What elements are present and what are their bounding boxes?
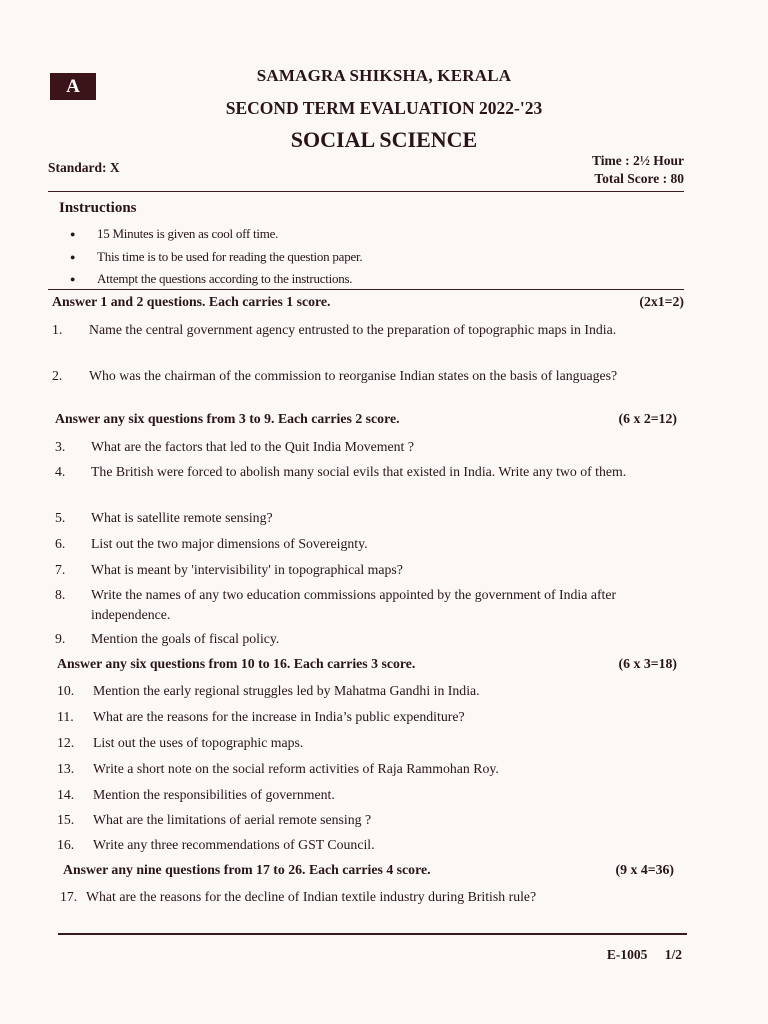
question-item	[52, 366, 686, 406]
question-text: What are the reasons for the decline of Indian textile industry during British rule?	[86, 889, 537, 904]
instruction-item: ● 15 Minutes is given as cool off time.	[70, 223, 362, 246]
question-text: What is satellite remote sensing?	[91, 510, 273, 525]
question-number: 1.	[52, 322, 63, 337]
section-heading	[57, 656, 677, 672]
question-item	[52, 320, 686, 360]
set-badge: A	[50, 73, 96, 100]
question-text: List out the uses of topographic maps.	[93, 735, 304, 750]
question-text: Mention the goals of fiscal policy.	[91, 631, 280, 646]
question-number: 10.	[57, 683, 75, 698]
page-number: 1/2	[664, 947, 682, 962]
question-text: The British were forced to abolish many social evils that existed in India. Write any two of them.	[91, 464, 627, 479]
organization-title: SAMAGRA SHIKSHA, KERALA	[256, 66, 512, 85]
question-number: 15.	[57, 812, 75, 827]
section-marks: (9 x 4=36)	[615, 862, 674, 877]
question-text: Write a short note on the social reform activities of Raja Rammohan Roy.	[93, 761, 499, 776]
question-number: 14.	[57, 787, 75, 802]
question-text: List out the two major dimensions of Sovereignty.	[91, 536, 368, 551]
question-item	[55, 560, 685, 580]
question-number: 11.	[57, 709, 74, 724]
section-label: Answer any six questions from 3 to 9. Each carries 2 score.	[55, 411, 400, 426]
question-item	[57, 810, 687, 830]
question-item	[55, 462, 685, 502]
section-marks: (6 x 3=18)	[618, 656, 677, 671]
section-marks: (6 x 2=12)	[618, 411, 677, 426]
instructions-list	[70, 223, 362, 291]
total-score-label: Total Score : 80	[594, 171, 684, 186]
paper-code-label: E-1005	[606, 947, 648, 962]
question-item	[57, 785, 687, 805]
footer-divider	[58, 933, 687, 935]
question-text: Write the names of any two education commissions appointed by the government of India after independence.	[91, 587, 617, 622]
question-number: 7.	[55, 562, 66, 577]
question-item	[60, 887, 690, 907]
section-label: Answer any six questions from 10 to 16. Each carries 3 score.	[57, 656, 416, 671]
question-text: What are the factors that led to the Quit India Movement ?	[91, 439, 414, 454]
question-number: 5.	[55, 510, 66, 525]
section-heading	[55, 411, 677, 427]
question-number: 17.	[60, 889, 78, 904]
question-number: 16.	[57, 837, 75, 852]
question-text: What is meant by 'intervisibility' in topographical maps?	[91, 562, 403, 577]
question-text: Who was the chairman of the commission to reorganise Indian states on the basis of languages?	[89, 368, 618, 383]
instruction-item: ● This time is to be used for reading the question paper.	[70, 246, 362, 269]
question-number: 4.	[55, 464, 66, 479]
question-item	[55, 437, 685, 457]
question-number: 12.	[57, 735, 75, 750]
section-heading	[52, 294, 684, 310]
question-item	[55, 585, 687, 625]
question-text: Mention the responsibilities of government.	[93, 787, 335, 802]
question-text: What are the reasons for the increase in India’s public expenditure?	[93, 709, 465, 724]
question-item	[57, 835, 687, 855]
question-number: 8.	[55, 587, 66, 602]
time-label: Time : 2½ Hour	[592, 153, 684, 168]
section-marks: (2x1=2)	[639, 294, 684, 309]
time-score-block	[592, 152, 684, 188]
paper-code	[607, 947, 682, 963]
question-item	[55, 534, 685, 554]
question-number: 3.	[55, 439, 66, 454]
question-number: 2.	[52, 368, 63, 383]
instructions-divider	[48, 289, 684, 290]
question-item	[57, 759, 687, 779]
question-text: Mention the early regional struggles led by Mahatma Gandhi in India.	[93, 683, 480, 698]
question-item	[57, 707, 687, 727]
question-item	[57, 681, 687, 701]
section-heading	[63, 862, 674, 878]
instructions-title: Instructions	[59, 200, 137, 216]
question-number: 9.	[55, 631, 66, 646]
question-number: 6.	[55, 536, 66, 551]
question-item	[55, 508, 685, 528]
section-label: Answer 1 and 2 questions. Each carries 1 score.	[52, 294, 331, 309]
question-text: What are the limitations of aerial remote sensing ?	[93, 812, 372, 827]
header-divider	[48, 191, 684, 192]
subject-title: SOCIAL SCIENCE	[290, 127, 478, 152]
question-number: 13.	[57, 761, 75, 776]
question-item	[55, 629, 685, 649]
question-text: Write any three recommendations of GST Council.	[93, 837, 375, 852]
question-text: Name the central government agency entrusted to the preparation of topographic maps in India.	[89, 322, 617, 337]
instruction-item: ● Attempt the questions according to the instructions.	[70, 268, 362, 291]
exam-title: SECOND TERM EVALUATION 2022-'23	[225, 98, 543, 118]
section-label: Answer any nine questions from 17 to 26. Each carries 4 score.	[63, 862, 431, 877]
standard-label: Standard: X	[48, 160, 120, 175]
question-item	[57, 733, 687, 753]
